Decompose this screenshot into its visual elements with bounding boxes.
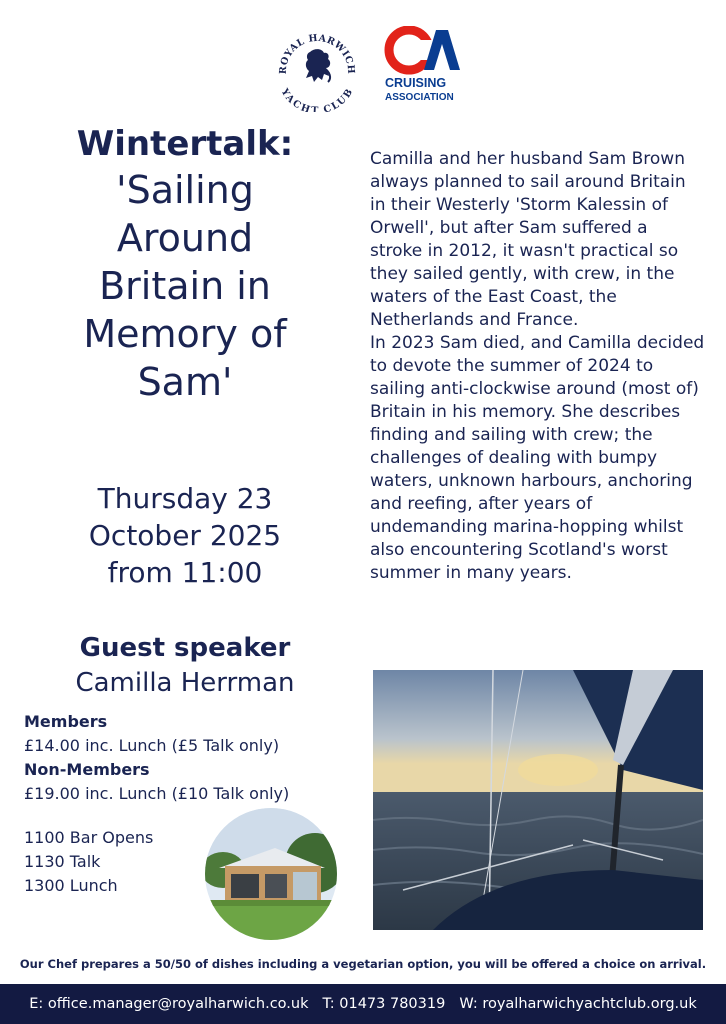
footer-phone[interactable]: T: 01473 780319: [322, 996, 446, 1012]
ca-line1: CRUISING: [385, 76, 447, 90]
date-line: from 11:00: [107, 556, 263, 589]
event-date: [40, 480, 330, 591]
title-sub: [40, 166, 330, 406]
nonmembers-price: £19.00 inc. Lunch (£10 Talk only): [24, 784, 290, 803]
members-label: Members: [24, 712, 108, 731]
title-sub-line: Britain in: [99, 264, 271, 308]
description-paragraph: In 2023 Sam died, and Camilla decided to devote the summer of 2024 to sailing anti-clockwise around (most of) Britain in his memory. She describes finding and sailing with crew; the challenges of dealing with bumpy waters, unknown harbours, anchoring and reefing, after years of undemanding marina-hopping whilst also encountering Scotland's worst summer in many years.: [370, 333, 705, 583]
speaker-heading: Guest speaker: [79, 633, 291, 663]
guest-speaker: [40, 631, 330, 699]
description-paragraph: Camilla and her husband Sam Brown always planned to sail around Britain in their Westerly 'Storm Kalessin of Orwell', but after Sam suffered a stroke in 2012, it wasn't practical so they sailed gently, with crew, in the waters of the East Coast, the Netherlands and France.: [370, 149, 686, 330]
clubhouse-photo: [205, 808, 337, 940]
ca-logo: [384, 26, 464, 106]
members-price: £14.00 inc. Lunch (£5 Talk only): [24, 736, 280, 755]
title-sub-line: 'Sailing: [116, 168, 254, 212]
schedule: [24, 826, 204, 898]
title-sub-line: Memory of: [83, 312, 287, 356]
lion-rampant-icon: [306, 49, 330, 82]
schedule-item: 1100 Bar Opens: [24, 828, 154, 847]
schedule-item: 1130 Talk: [24, 852, 101, 871]
title-sub-line: Around: [116, 216, 254, 260]
footer-email[interactable]: E: office.manager@royalharwich.co.uk: [29, 996, 309, 1012]
rhyc-arc-bottom: YACHT CLUB: [278, 86, 356, 112]
event-title: [40, 122, 330, 406]
speaker-name: Camilla Herrman: [75, 668, 295, 698]
title-main: Wintertalk:: [76, 124, 294, 164]
svg-text:YACHT CLUB: [278, 86, 355, 112]
footer-web[interactable]: W: royalharwichyachtclub.org.uk: [459, 996, 697, 1012]
nonmembers-label: Non-Members: [24, 760, 150, 779]
rhyc-logo: [272, 22, 362, 112]
chef-note: Our Chef prepares a 50/50 of dishes including a vegetarian option, you will be offered a choice on arrival.: [19, 957, 707, 971]
sailing-photo: [373, 670, 703, 930]
ca-line2: ASSOCIATION: [385, 92, 454, 103]
schedule-item: 1300 Lunch: [24, 876, 118, 895]
date-line: Thursday 23: [97, 482, 273, 515]
contact-footer: [0, 984, 726, 1024]
rhyc-arc-top: ROYAL HARWICH: [277, 32, 357, 75]
event-description: [370, 148, 705, 585]
date-line: October 2025: [88, 519, 282, 552]
title-sub-line: Sam': [137, 360, 233, 404]
pricing: [24, 710, 344, 806]
